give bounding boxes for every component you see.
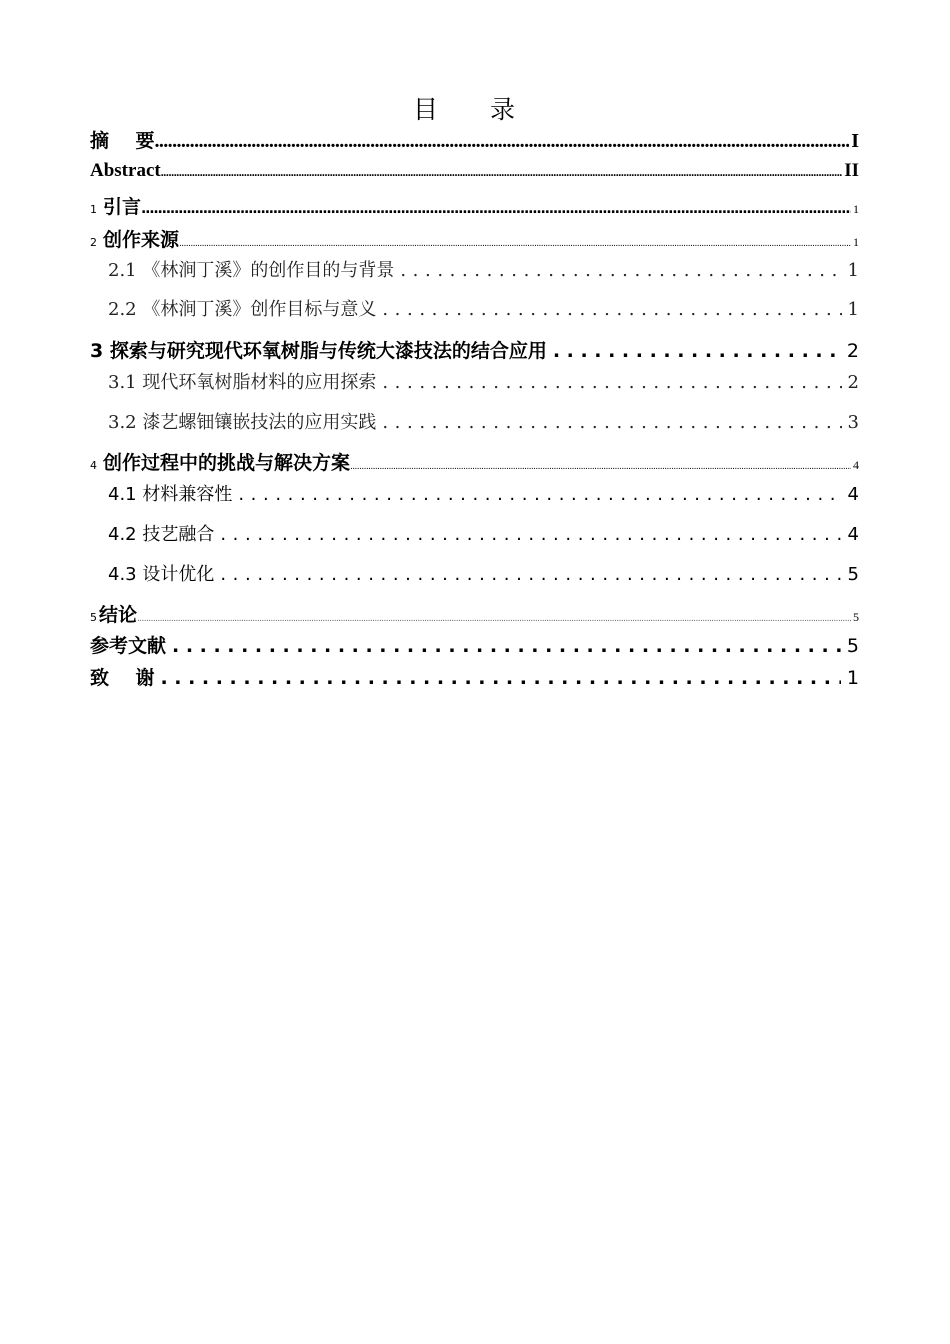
toc-entry-page: 3 xyxy=(847,412,859,433)
toc-entry-label: 摘 要 xyxy=(90,130,155,152)
toc-entry-number: 4 xyxy=(90,459,97,472)
toc-entry-page: II xyxy=(844,160,859,181)
dot-leader xyxy=(141,201,851,217)
toc-entry-page: 5 xyxy=(853,610,859,624)
toc-entry-chapter-2[interactable] xyxy=(90,225,859,252)
toc-entry-label: 4.3 设计优化 xyxy=(108,564,215,585)
toc-entry-page: 5 xyxy=(847,564,859,585)
toc-entry-acknowledgements[interactable] xyxy=(90,663,859,690)
toc-entry-chapter-5[interactable] xyxy=(90,600,859,627)
toc-entry-section-2-2[interactable] xyxy=(108,295,859,321)
toc-entry-label: 结论 xyxy=(99,604,138,626)
dot-leader xyxy=(214,564,841,585)
dot-leader xyxy=(547,340,841,362)
toc-entry-number: 1 xyxy=(90,203,97,216)
dot-leader xyxy=(154,130,849,153)
toc-entry-section-3-2[interactable] xyxy=(108,408,859,434)
toc-entry-label: 参考文献 xyxy=(90,635,167,657)
dot-leader xyxy=(154,667,840,689)
toc-entry-label: 4.2 技艺融合 xyxy=(108,524,215,545)
toc-entry-section-4-3[interactable] xyxy=(108,560,859,586)
dot-leader xyxy=(166,635,841,657)
dot-leader xyxy=(179,239,851,249)
dot-leader xyxy=(376,412,841,433)
toc-entry-number: 2 xyxy=(90,236,97,249)
toc-entry-label: 3.2 漆艺螺钿镶嵌技法的应用实践 xyxy=(108,412,377,433)
toc-entry-page: 4 xyxy=(853,458,859,472)
toc-entry-label: 致 谢 xyxy=(90,667,155,689)
toc-entry-page: 1 xyxy=(846,667,859,689)
toc-entry-label: 3.1 现代环氧树脂材料的应用探索 xyxy=(108,372,377,393)
toc-entry-label: 4.1 材料兼容性 xyxy=(108,484,233,505)
toc-entry-abstract-en[interactable] xyxy=(90,160,859,182)
toc-entry-page: 1 xyxy=(847,260,859,281)
toc-entry-page: I xyxy=(851,130,859,152)
toc-entry-page: 2 xyxy=(847,372,859,393)
dot-leader xyxy=(376,372,841,393)
toc-entry-page: 1 xyxy=(853,202,859,216)
toc-entry-chapter-1[interactable] xyxy=(90,192,859,219)
dot-leader xyxy=(137,614,851,624)
toc-entry-page: 4 xyxy=(847,524,859,545)
dot-leader xyxy=(161,165,843,180)
toc-entry-abstract-cn[interactable] xyxy=(90,126,859,153)
toc-entry-references[interactable] xyxy=(90,631,859,658)
toc-entry-chapter-4[interactable] xyxy=(90,448,859,475)
toc-entry-chapter-3[interactable] xyxy=(90,336,859,363)
toc-entry-section-3-1[interactable] xyxy=(108,368,859,394)
toc-entry-label: 2.2 《林涧丁溪》创作目标与意义 xyxy=(108,299,377,320)
toc-entry-number: 5 xyxy=(90,611,97,624)
toc-entry-page: 2 xyxy=(846,340,859,362)
toc-entry-page: 1 xyxy=(853,235,859,249)
dot-leader xyxy=(394,260,841,281)
toc-entry-section-2-1[interactable] xyxy=(108,256,859,282)
toc-entry-page: 1 xyxy=(847,299,859,320)
toc-entry-label: 创作来源 xyxy=(103,229,180,251)
page-title: 目 录 xyxy=(413,95,537,124)
toc-entry-label: 创作过程中的挑战与解决方案 xyxy=(103,452,351,474)
toc-entry-label: 引言 xyxy=(103,196,142,218)
dot-leader xyxy=(214,524,841,545)
toc-entry-label: 3 探索与研究现代环氧树脂与传统大漆技法的结合应用 xyxy=(90,340,547,362)
dot-leader xyxy=(350,462,851,472)
dot-leader xyxy=(376,299,841,320)
toc-entry-label: 2.1 《林涧丁溪》的创作目的与背景 xyxy=(108,260,395,281)
toc-entry-section-4-2[interactable] xyxy=(108,520,859,546)
toc-entry-page: 5 xyxy=(846,635,859,657)
toc-entry-section-4-1[interactable] xyxy=(108,480,859,506)
dot-leader xyxy=(232,484,841,505)
toc-entry-label: Abstract xyxy=(90,160,161,181)
toc-entry-page: 4 xyxy=(847,484,859,505)
